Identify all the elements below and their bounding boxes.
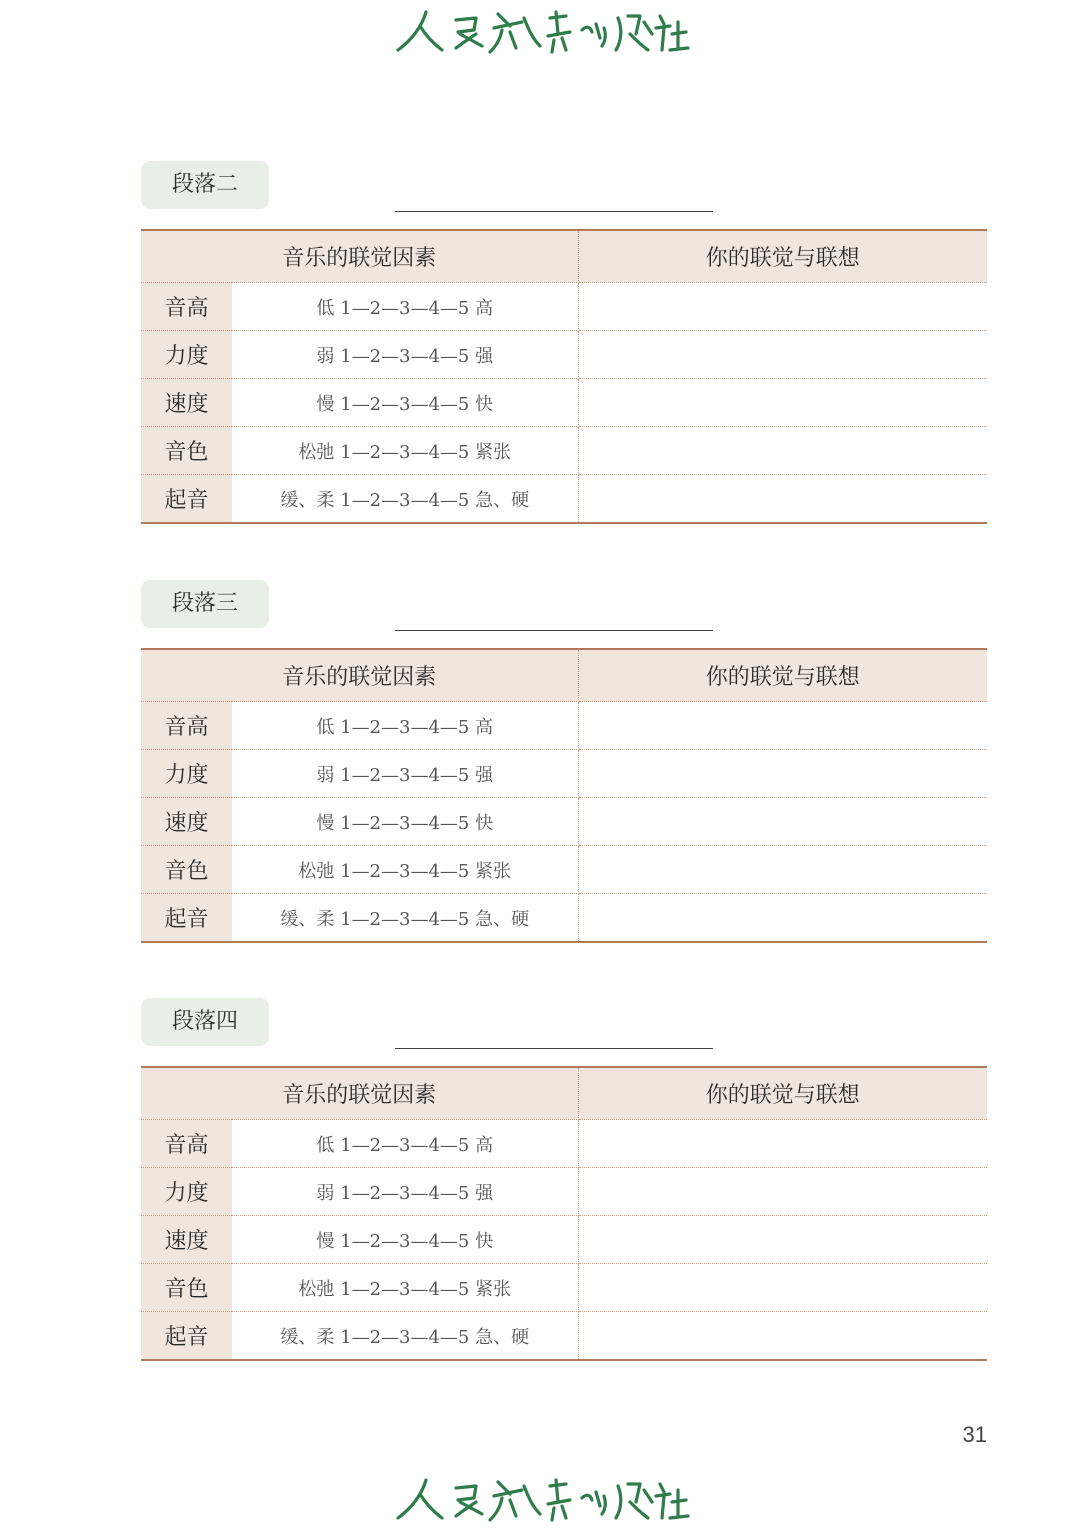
title-blank-line[interactable] (395, 630, 713, 631)
factor-label: 起音 (141, 475, 232, 524)
table-row (141, 1120, 987, 1168)
table-row (141, 1216, 987, 1264)
section-tag: 段落四 (141, 998, 269, 1046)
section-tag: 段落二 (141, 161, 269, 209)
factor-label: 速度 (141, 1216, 232, 1264)
answer-cell[interactable] (578, 894, 987, 943)
section-tag: 段落三 (141, 580, 269, 628)
factor-label: 起音 (141, 1312, 232, 1361)
table-row (141, 1168, 987, 1216)
answer-cell[interactable] (578, 1216, 987, 1264)
header-factor: 音乐的联觉因素 (141, 230, 578, 283)
table-row (141, 702, 987, 750)
factor-label: 音高 (141, 1120, 232, 1168)
answer-cell[interactable] (578, 1312, 987, 1361)
table-row (141, 1312, 987, 1361)
rating-scale: 慢 1—2—3—4—5 快 (232, 798, 578, 846)
association-table (141, 229, 987, 524)
answer-cell[interactable] (578, 750, 987, 798)
rating-scale: 弱 1—2—3—4—5 强 (232, 1168, 578, 1216)
publisher-calligraphy (390, 4, 690, 60)
header-association: 你的联觉与联想 (578, 649, 987, 702)
header-association: 你的联觉与联想 (578, 1067, 987, 1120)
factor-label: 音高 (141, 283, 232, 331)
factor-label: 音色 (141, 1264, 232, 1312)
answer-cell[interactable] (578, 1264, 987, 1312)
answer-cell[interactable] (578, 1168, 987, 1216)
rating-scale: 慢 1—2—3—4—5 快 (232, 379, 578, 427)
answer-cell[interactable] (578, 798, 987, 846)
table-row (141, 846, 987, 894)
table-row (141, 379, 987, 427)
factor-label: 力度 (141, 750, 232, 798)
answer-cell[interactable] (578, 331, 987, 379)
factor-label: 音色 (141, 846, 232, 894)
rating-scale: 低 1—2—3—4—5 高 (232, 283, 578, 331)
factor-label: 音色 (141, 427, 232, 475)
rating-scale: 缓、柔 1—2—3—4—5 急、硬 (232, 894, 578, 943)
table-header-row (141, 1067, 987, 1120)
rating-scale: 缓、柔 1—2—3—4—5 急、硬 (232, 1312, 578, 1361)
answer-cell[interactable] (578, 475, 987, 524)
rating-scale: 低 1—2—3—4—5 高 (232, 1120, 578, 1168)
factor-label: 音高 (141, 702, 232, 750)
publisher-logo-top (0, 2, 1080, 62)
rating-scale: 低 1—2—3—4—5 高 (232, 702, 578, 750)
factor-label: 速度 (141, 379, 232, 427)
header-association: 你的联觉与联想 (578, 230, 987, 283)
factor-label: 力度 (141, 1168, 232, 1216)
table-row (141, 1264, 987, 1312)
rating-scale: 松弛 1—2—3—4—5 紧张 (232, 1264, 578, 1312)
header-factor: 音乐的联觉因素 (141, 649, 578, 702)
title-blank-line[interactable] (395, 1048, 713, 1049)
answer-cell[interactable] (578, 379, 987, 427)
publisher-calligraphy (390, 1472, 690, 1528)
rating-scale: 慢 1—2—3—4—5 快 (232, 1216, 578, 1264)
table-row (141, 750, 987, 798)
table-row (141, 798, 987, 846)
rating-scale: 弱 1—2—3—4—5 强 (232, 750, 578, 798)
association-table (141, 648, 987, 943)
rating-scale: 弱 1—2—3—4—5 强 (232, 331, 578, 379)
factor-label: 起音 (141, 894, 232, 943)
factor-label: 力度 (141, 331, 232, 379)
table-row (141, 427, 987, 475)
answer-cell[interactable] (578, 1120, 987, 1168)
table-row (141, 283, 987, 331)
header-factor: 音乐的联觉因素 (141, 1067, 578, 1120)
answer-cell[interactable] (578, 283, 987, 331)
answer-cell[interactable] (578, 846, 987, 894)
page-number: 31 (962, 1422, 987, 1447)
table-row (141, 894, 987, 943)
table-row (141, 475, 987, 524)
rating-scale: 松弛 1—2—3—4—5 紧张 (232, 846, 578, 894)
table-header-row (141, 230, 987, 283)
factor-label: 速度 (141, 798, 232, 846)
answer-cell[interactable] (578, 702, 987, 750)
rating-scale: 缓、柔 1—2—3—4—5 急、硬 (232, 475, 578, 524)
publisher-logo-bottom (0, 1470, 1080, 1530)
title-blank-line[interactable] (395, 211, 713, 212)
answer-cell[interactable] (578, 427, 987, 475)
rating-scale: 松弛 1—2—3—4—5 紧张 (232, 427, 578, 475)
table-header-row (141, 649, 987, 702)
association-table (141, 1066, 987, 1361)
table-row (141, 331, 987, 379)
